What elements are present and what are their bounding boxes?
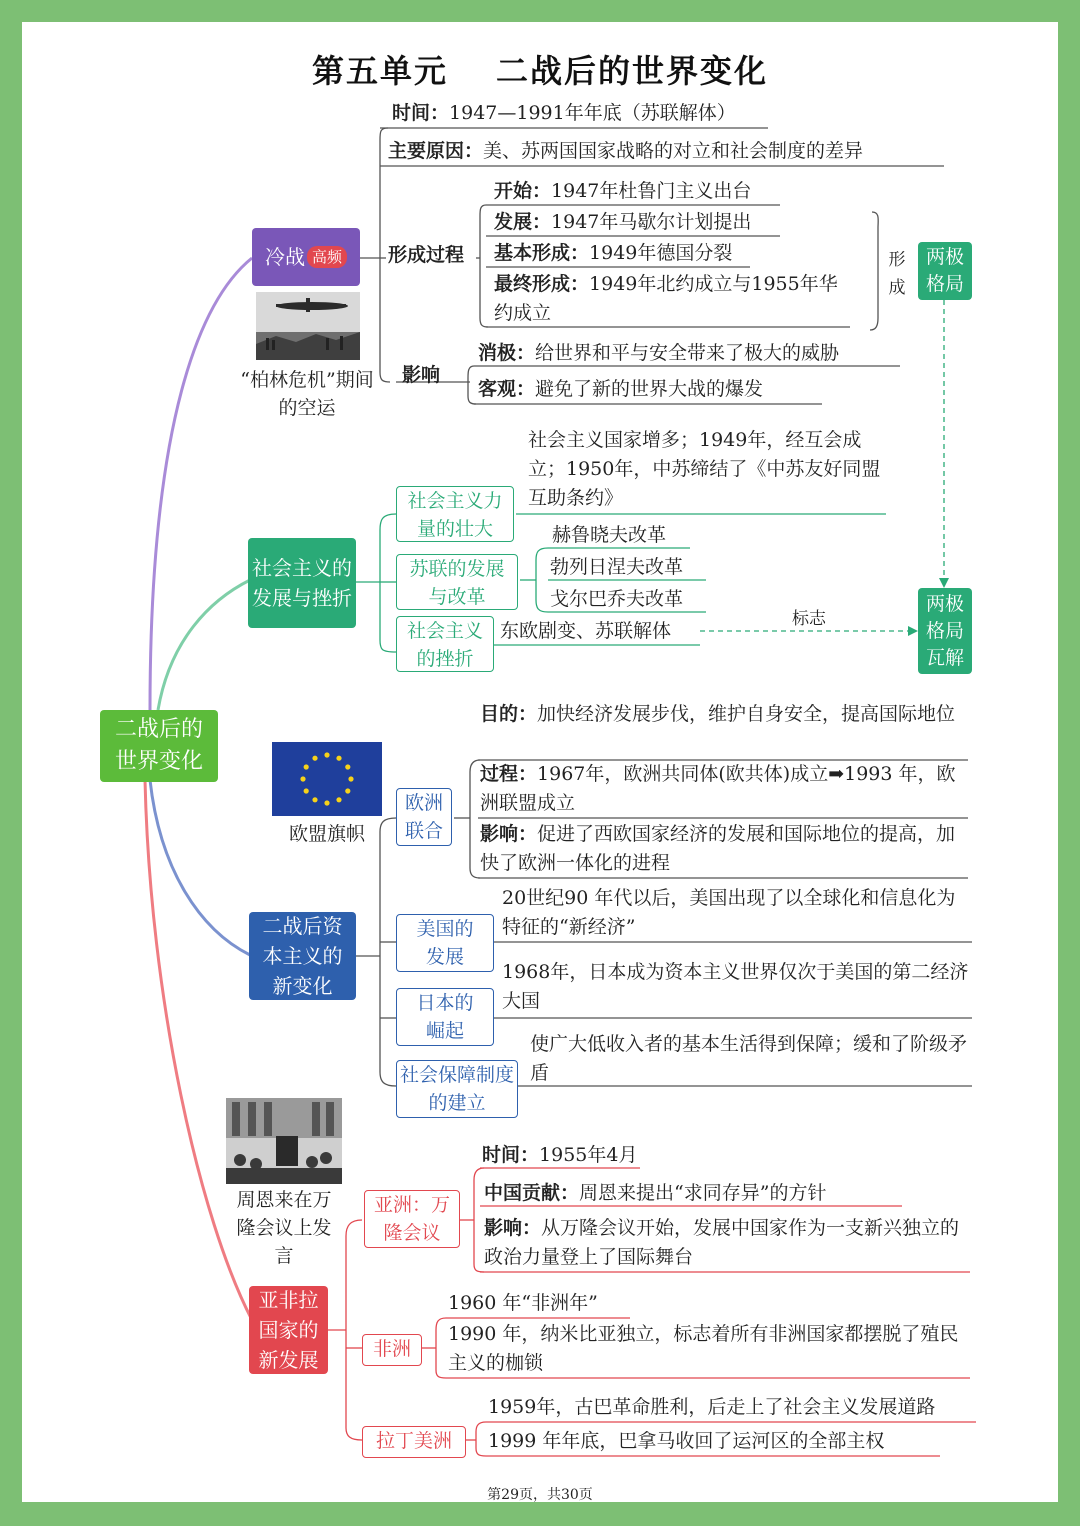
africa-label: 非洲 <box>372 1338 411 1360</box>
asia-contrib-value: 周恩来提出“求同存异”的方针 <box>579 1182 827 1204</box>
latin-item: 1999 年年底，巴拿马收回了运河区的全部主权 <box>488 1430 885 1452</box>
eu-node <box>396 788 452 846</box>
eu-star <box>345 764 350 769</box>
bandung-photo <box>226 1098 342 1184</box>
eu-star <box>324 752 329 757</box>
process-item-label: 最终形成： <box>494 273 590 295</box>
eu-process-label: 过程： <box>480 763 538 785</box>
cold-war-time <box>392 98 736 128</box>
socialism-strength-label: 社会主义力量的壮大 <box>407 490 503 540</box>
developing-node <box>249 1286 328 1374</box>
eu-star <box>336 756 341 761</box>
ussr-reform-node <box>396 554 518 610</box>
eu-purpose <box>480 700 970 729</box>
us-node <box>396 914 494 972</box>
setback-item: 东欧剧变、苏联解体 <box>500 620 672 642</box>
center-node <box>100 710 218 782</box>
asia-node <box>364 1190 460 1248</box>
unit-label: 第五单元 <box>311 52 448 90</box>
berlin-airlift-photo <box>256 292 360 360</box>
latin-item: 1959年，古巴革命胜利，后走上了社会主义发展道路 <box>488 1396 936 1418</box>
reason-value: 美、苏两国国家战略的对立和社会制度的差异 <box>483 140 864 162</box>
asia-impact-value: 从万隆会议开始，发展中国家作为一支新兴独立的政治力量登上了国际舞台 <box>484 1217 960 1268</box>
bipolar-collapse-node <box>918 588 972 674</box>
reform-item: 勃列日涅夫改革 <box>550 556 684 578</box>
africa-item: 1960 年“非洲年” <box>448 1292 598 1314</box>
socialism-strength-node <box>396 486 514 542</box>
impact-item-label: 客观： <box>478 378 536 400</box>
impact-label: 影响 <box>402 364 441 386</box>
formation-process-label: 形成过程 <box>388 244 465 266</box>
page-footer: 第29页，共30页 <box>487 1487 593 1503</box>
process-item-value: 1947年马歇尔计划提出 <box>551 211 752 233</box>
eu-star <box>304 788 309 793</box>
socialism-strength-text: 社会主义国家增多；1949年，经互会成立；1950年，中苏缔结了《中苏友好同盟互助条约》 <box>528 429 881 509</box>
form-label: 形成 <box>888 250 906 298</box>
eu-star <box>312 797 317 802</box>
bipolar-node <box>918 242 972 300</box>
eu-star <box>324 800 329 805</box>
socialism-setback-node <box>396 616 494 672</box>
cold-war-node <box>252 228 360 286</box>
unit-topic: 二战后的世界变化 <box>496 52 769 90</box>
process-item-label: 基本形成： <box>494 242 590 264</box>
cold-war-label: 冷战 <box>264 245 305 269</box>
reform-item: 赫鲁晓夫改革 <box>552 524 667 546</box>
bipolar-collapse-label: 两极格局瓦解 <box>925 592 964 669</box>
socialism-label: 社会主义的发展与挫折 <box>252 556 352 610</box>
asia-impact <box>484 1214 972 1272</box>
asia-label: 亚洲：万隆会议 <box>373 1194 450 1244</box>
eu-star <box>304 764 309 769</box>
japan-node <box>396 988 494 1046</box>
latin-america-label: 拉丁美洲 <box>375 1430 452 1452</box>
process-item <box>494 176 751 206</box>
berlin-caption-text: “柏林危机”期间的空运 <box>240 369 374 419</box>
process-item <box>494 270 856 328</box>
reform-item: 戈尔巴乔夫改革 <box>550 588 684 610</box>
time-value: 1947—1991年年底（苏联解体） <box>449 102 736 124</box>
impact-item <box>478 374 763 404</box>
impact-item-value: 避免了新的世界大战的爆发 <box>535 378 764 400</box>
japan-label: 日本的崛起 <box>416 992 474 1042</box>
japan-text: 1968年，日本成为资本主义世界仅次于美国的第二经济大国 <box>502 961 969 1012</box>
center-label: 二战后的世界变化 <box>114 717 203 774</box>
socialism-setback-label: 社会主义的挫折 <box>406 620 483 670</box>
berlin-photo-caption <box>236 366 378 422</box>
process-item-value: 1949年北约成立与1955年华约成立 <box>494 273 838 324</box>
ussr-reform-label: 苏联的发展与改革 <box>409 558 505 608</box>
process-item <box>494 238 732 268</box>
capitalism-node <box>249 912 356 1000</box>
welfare-label: 社会保障制度的建立 <box>399 1064 514 1114</box>
capitalism-label: 二战后资本主义的新变化 <box>262 914 343 998</box>
eu-label: 欧洲联合 <box>404 792 443 842</box>
reason-label: 主要原因： <box>388 140 484 162</box>
eu-star <box>348 776 353 781</box>
us-label: 美国的发展 <box>416 918 474 968</box>
eu-process <box>480 760 970 818</box>
eu-impact-label: 影响： <box>480 823 538 845</box>
us-text: 20世纪90 年代以后，美国出现了以全球化和信息化为特征的“新经济” <box>502 887 956 938</box>
sign-label: 标志 <box>792 609 826 629</box>
eu-process-text: 1967年，欧洲共同体(欧共体)成立➡1993 年，欧洲联盟成立 <box>480 763 956 814</box>
impact-item-label: 消极： <box>478 342 536 364</box>
latin-america-node <box>362 1426 466 1458</box>
eu-purpose-label: 目的： <box>480 703 538 725</box>
eu-impact-text: 促进了西欧国家经济的发展和国际地位的提高，加快了欧洲一体化的进程 <box>480 823 956 874</box>
welfare-text: 使广大低收入者的基本生活得到保障；缓和了阶级矛盾 <box>530 1033 968 1084</box>
asia-time-value: 1955年4月 <box>539 1144 638 1166</box>
eu-impact <box>480 820 970 878</box>
asia-time <box>482 1140 637 1170</box>
asia-time-label: 时间： <box>482 1144 540 1166</box>
eu-flag-icon <box>272 742 382 816</box>
asia-contrib-label: 中国贡献： <box>484 1182 580 1204</box>
process-item-value: 1947年杜鲁门主义出台 <box>551 180 752 202</box>
eu-flag-caption: 欧盟旗帜 <box>288 823 365 845</box>
process-item <box>494 207 751 237</box>
process-item-label: 开始： <box>494 180 552 202</box>
impact-item-value: 给世界和平与安全带来了极大的威胁 <box>535 342 840 364</box>
time-label: 时间： <box>392 102 450 124</box>
eu-star <box>336 797 341 802</box>
cold-war-reason <box>388 136 863 166</box>
eu-purpose-text: 加快经济发展步伐，维护自身安全，提高国际地位 <box>537 703 956 725</box>
eu-star <box>312 756 317 761</box>
eu-star <box>345 788 350 793</box>
asia-impact-label: 影响： <box>484 1217 542 1239</box>
page-title <box>0 46 1080 92</box>
impact-item <box>478 338 839 368</box>
africa-item: 1990 年，纳米比亚独立，标志着所有非洲国家都摆脱了殖民主义的枷锁 <box>448 1323 959 1374</box>
welfare-node <box>396 1060 518 1118</box>
developing-label: 亚非拉国家的新发展 <box>258 1288 319 1372</box>
process-item-value: 1949年德国分裂 <box>589 242 733 264</box>
bipolar-label: 两极格局 <box>925 246 964 295</box>
process-item-label: 发展： <box>494 211 552 233</box>
africa-node <box>362 1334 422 1366</box>
high-frequency-badge: 高频 <box>307 246 347 268</box>
asia-contribution <box>484 1178 826 1208</box>
bandung-photo-caption: 周恩来在万隆会议上发言 <box>236 1189 332 1267</box>
eu-star <box>300 776 305 781</box>
socialism-node <box>248 538 356 628</box>
